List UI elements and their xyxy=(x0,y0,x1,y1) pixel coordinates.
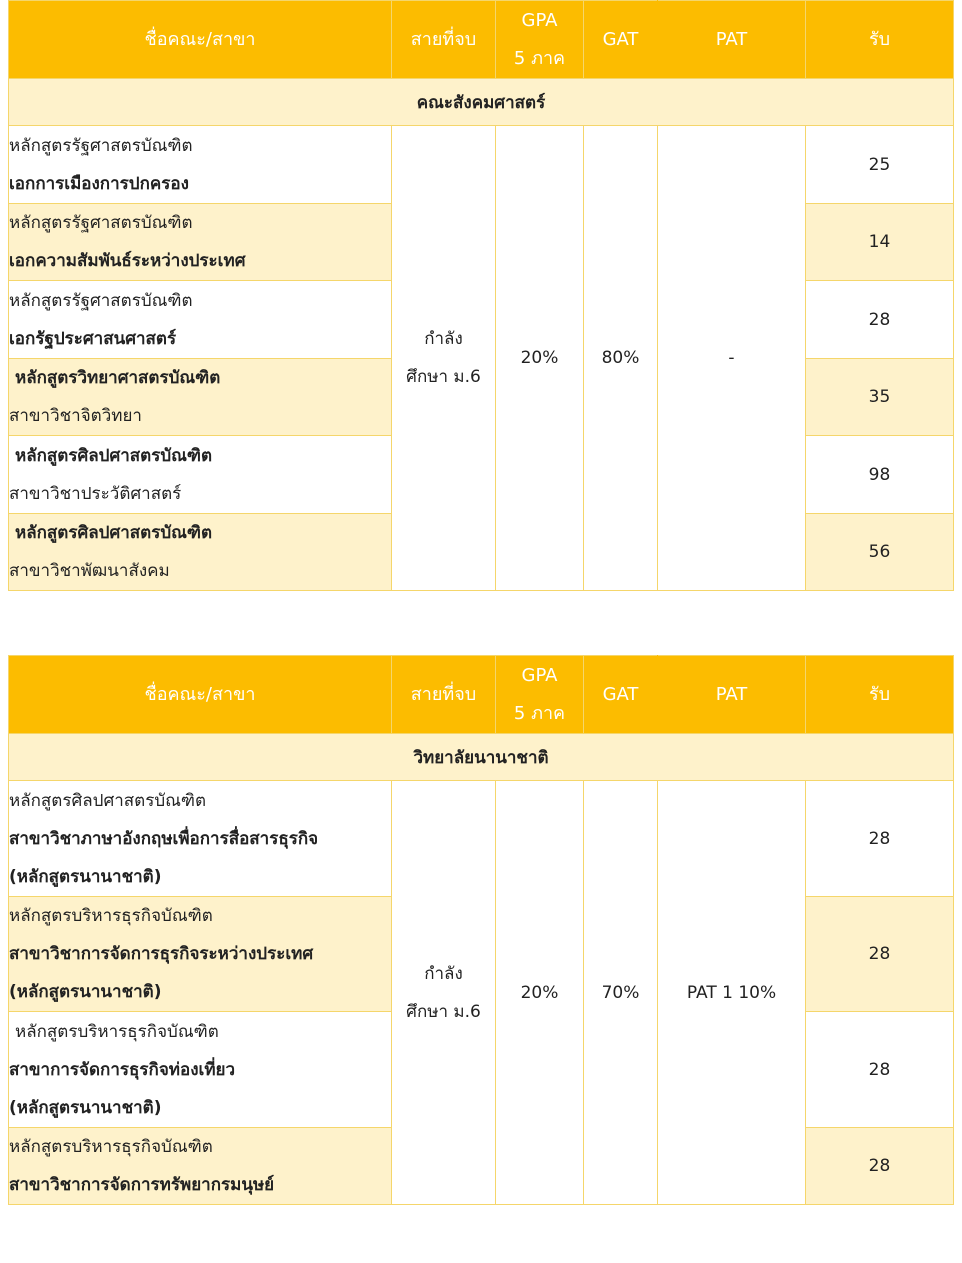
header-gpa xyxy=(496,1,584,79)
quota-value: 28 xyxy=(806,281,954,359)
program-major: สาขาวิชาพัฒนาสังคม xyxy=(9,561,170,581)
header-quota: รับ xyxy=(806,656,954,734)
program-major: เอกการเมืองการปกครอง xyxy=(9,173,189,194)
program-note: (หลักสูตรนานาชาติ) xyxy=(9,982,162,1002)
program-major: เอกความสัมพันธ์ระหว่างประเทศ xyxy=(9,251,246,271)
header-track: สายที่จบ xyxy=(392,656,496,734)
program-cell xyxy=(9,897,392,1012)
gpa-weight: 20% xyxy=(496,126,584,591)
header-gpa-line1: GPA xyxy=(521,9,558,31)
program-degree: หลักสูตรรัฐศาสตรบัณฑิต xyxy=(9,135,193,156)
quota-value: 28 xyxy=(806,897,954,1012)
header-gat: GAT xyxy=(584,1,658,79)
section-title: คณะสังคมศาสตร์ xyxy=(9,79,954,126)
section-title: วิทยาลัยนานาชาติ xyxy=(9,734,954,781)
program-major: สาขาวิชาการจัดการทรัพยากรมนุษย์ xyxy=(9,1175,275,1195)
header-name: ชื่อคณะ/สาขา xyxy=(9,656,392,734)
program-major: เอกรัฐประศาสนศาสตร์ xyxy=(9,328,177,349)
program-note: (หลักสูตรนานาชาติ) xyxy=(9,1097,162,1118)
table-header-row xyxy=(9,656,954,734)
program-major: สาขาวิชาจิตวิทยา xyxy=(9,406,142,426)
section-row xyxy=(9,79,954,126)
program-degree: หลักสูตรศิลปศาสตรบัณฑิต xyxy=(9,790,207,811)
table-row xyxy=(9,126,954,204)
program-cell xyxy=(9,1128,392,1205)
section-row xyxy=(9,734,954,781)
pat-weight: - xyxy=(658,126,806,591)
track-cell xyxy=(392,126,496,591)
track-line2: ศึกษา ม.6 xyxy=(406,1001,481,1022)
track-line2: ศึกษา ม.6 xyxy=(406,367,481,387)
program-cell xyxy=(9,281,392,359)
header-track: สายที่จบ xyxy=(392,1,496,79)
header-gat: GAT xyxy=(584,656,658,734)
header-gpa-line2: 5 ภาค xyxy=(513,702,566,724)
table-header-row xyxy=(9,1,954,79)
program-cell xyxy=(9,1012,392,1128)
program-degree: หลักสูตรบริหารธุรกิจบัณฑิต xyxy=(15,1021,219,1042)
quota-value: 35 xyxy=(806,359,954,436)
program-major: สาขาการจัดการธุรกิจท่องเที่ยว xyxy=(9,1059,236,1080)
header-pat: PAT xyxy=(658,1,806,79)
program-cell xyxy=(9,436,392,514)
gat-weight: 70% xyxy=(584,781,658,1205)
program-major: สาขาวิชาประวัติศาสตร์ xyxy=(9,483,182,504)
track-cell xyxy=(392,781,496,1205)
admission-table-international-college xyxy=(8,655,954,1205)
program-degree: หลักสูตรศิลปศาสตรบัณฑิต xyxy=(15,445,213,466)
quota-value: 14 xyxy=(806,204,954,281)
program-degree: หลักสูตรศิลปศาสตรบัณฑิต xyxy=(15,523,213,543)
track-line1: กำลัง xyxy=(424,963,463,984)
program-cell xyxy=(9,204,392,281)
program-cell xyxy=(9,514,392,591)
program-degree: หลักสูตรวิทยาศาสตรบัณฑิต xyxy=(15,368,221,388)
quota-value: 25 xyxy=(806,126,954,204)
admission-table-social-sciences xyxy=(8,0,954,591)
program-major: สาขาวิชาภาษาอังกฤษเพื่อการสื่อสารธุรกิจ xyxy=(9,828,319,849)
quota-value: 28 xyxy=(806,1128,954,1205)
program-cell xyxy=(9,781,392,897)
header-gpa-line1: GPA xyxy=(521,664,558,686)
quota-value: 28 xyxy=(806,1012,954,1128)
program-degree: หลักสูตรบริหารธุรกิจบัณฑิต xyxy=(9,1137,213,1157)
header-gpa-line2: 5 ภาค xyxy=(513,47,566,69)
quota-value: 56 xyxy=(806,514,954,591)
header-gpa xyxy=(496,656,584,734)
table-row xyxy=(9,781,954,897)
header-quota: รับ xyxy=(806,1,954,79)
track-line1: กำลัง xyxy=(424,329,463,349)
gpa-weight: 20% xyxy=(496,781,584,1205)
program-cell xyxy=(9,359,392,436)
gat-weight: 80% xyxy=(584,126,658,591)
program-degree: หลักสูตรรัฐศาสตรบัณฑิต xyxy=(9,213,193,233)
pat-weight: PAT 1 10% xyxy=(658,781,806,1205)
program-note: (หลักสูตรนานาชาติ) xyxy=(9,866,162,887)
program-degree: หลักสูตรรัฐศาสตรบัณฑิต xyxy=(9,290,193,311)
quota-value: 28 xyxy=(806,781,954,897)
program-degree: หลักสูตรบริหารธุรกิจบัณฑิต xyxy=(9,906,213,926)
program-major: สาขาวิชาการจัดการธุรกิจระหว่างประเทศ xyxy=(9,944,314,964)
header-name: ชื่อคณะ/สาขา xyxy=(9,1,392,79)
program-cell xyxy=(9,126,392,204)
quota-value: 98 xyxy=(806,436,954,514)
header-pat: PAT xyxy=(658,656,806,734)
